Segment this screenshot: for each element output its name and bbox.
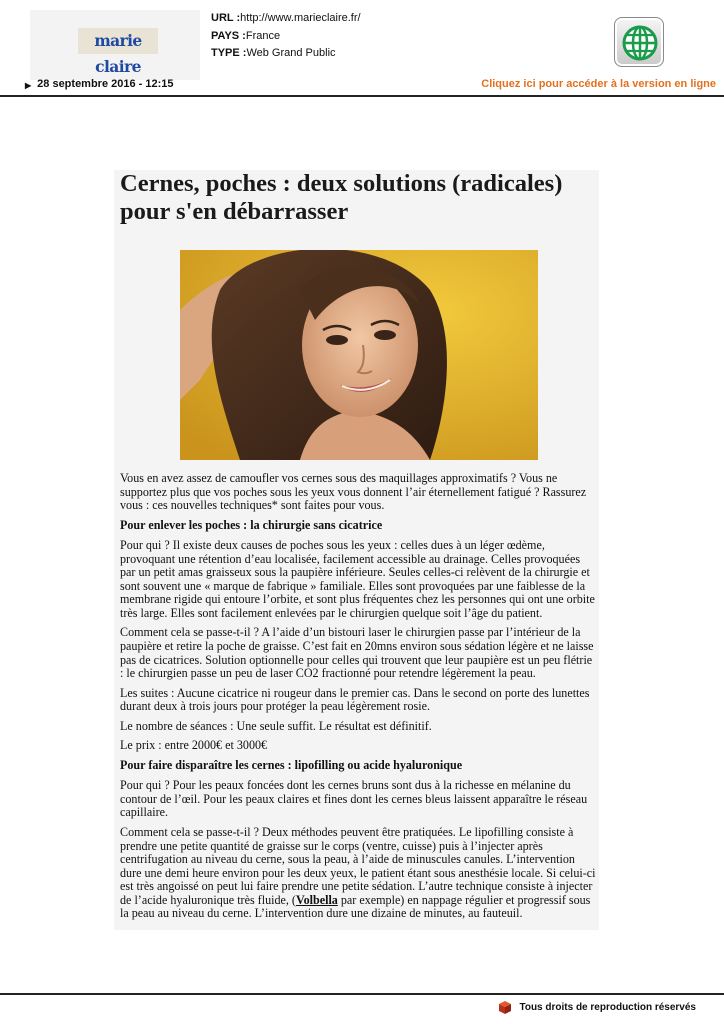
meta-url: [211, 12, 361, 24]
publication-date: [25, 78, 174, 90]
cube-icon: [499, 1001, 511, 1014]
article-intro: Vous en avez assez de camoufler vos cernes sous des maquillages approximatifs ? Vous ne supportez plus que vos poches sous les yeux vous donnent l’air éternellement fatigué ? Rassurez vous : ces nouvelles techniques* sont faites pour vous.: [120, 471, 587, 513]
article-body: [120, 472, 596, 927]
copyright-notice: Tous droits de reproduction réservés: [519, 1002, 696, 1013]
paragraph-comment-cernes: [120, 826, 596, 921]
paragraph-comment-poches: Comment cela se passe-t-il ? A l’aide d’un bistouri laser le chirurgien passe par l’intérieur de la paupière et retire la poche de graisse. C’est fait en 20mns environ sous sédation légère et ne laisse pas de cicatrices. Solution optionnelle pour celles qui trouvent que leur paupière est un peu flétrie : le chirurgien passe un peu de laser CO2 fractionné pour retendre légèrement la peau.: [120, 625, 594, 681]
meta-type: [211, 47, 336, 59]
online-version-button[interactable]: [614, 17, 664, 67]
article-panel: [114, 170, 599, 930]
meta-url-value[interactable]: http://www.marieclaire.fr/: [240, 12, 361, 24]
meta-pays: [211, 30, 280, 42]
play-arrow-icon: ▶: [25, 81, 32, 90]
date-text: 28 septembre 2016 - 12:15: [37, 78, 174, 90]
woman-portrait-image: [180, 250, 538, 460]
globe-icon: [621, 24, 659, 62]
paragraph-comment-cernes-start: Comment cela se passe-t-il ? Deux méthodes peuvent être pratiquées. Le lipofilling consiste à prendre une petite quantité de graisse sur le corps (ventre, cuisse) puis à l’injecter après centrifugation au niveau du cerne, sous la peau, à l’aide de minuscules canules. L’intervention dure une demi heure environ pour les deux yeux, le patient étant sous anesthésie locale. Si celui-ci est très angoissé on peut lui faire prendre une petite sédation. L’autre technique consiste à injecter de l’acide hyaluronique très fluide, (: [120, 825, 596, 907]
meta-pays-label: PAYS :: [211, 30, 246, 42]
paragraph-pour-qui-poches: Pour qui ? Il existe deux causes de poches sous les yeux : celles dues à un léger œdème, provoquant une rétention d’eau localisée, facilement accessible au drainage. Celles provoquées par un petit amas graisseux sous la paupière inférieure. Seules celles-ci relèvent de la chirurgie et sont souvent une « marque de fabrique » familiale. Elles sont provoquées par une faiblesse de la membrane rigide qui entoure l’orbite, et sont plus fréquentes chez les personnes qui ont une orbite très large. Elles sont facilement enlevées par le chirurgien quelque soit l’âge du patient.: [120, 538, 595, 620]
paragraph-suites: Les suites : Aucune cicatrice ni rougeur dans le premier cas. Dans le second on porte des lunettes durant deux à trois jours pour protéger la peau légèrement rosie.: [120, 685, 590, 714]
marie-claire-logo: marie claire: [78, 28, 158, 54]
article-photo: [180, 250, 538, 460]
footer-divider: [0, 993, 724, 995]
article-title: Cernes, poches : deux solutions (radicales) pour s'en débarrasser: [120, 170, 563, 225]
meta-pays-value: France: [245, 30, 281, 42]
paragraph-seances: Le nombre de séances : Une seule suffit. Le résultat est définitif.: [120, 718, 432, 733]
paragraph-pour-qui-cernes: Pour qui ? Pour les peaux foncées dont les cernes bruns sont dus à la richesse en mélanine du contour de l’œil. Pour les peaux claires et fines dont les cernes bleus laissent apparaître le réseau capillaire.: [120, 778, 588, 820]
online-version-link[interactable]: Cliquez ici pour accéder à la version en ligne: [481, 78, 716, 90]
section-heading-poches: Pour enlever les poches : la chirurgie sans cicatrice: [120, 517, 383, 532]
volbella-link[interactable]: Volbella: [295, 892, 338, 907]
header-divider: [0, 95, 724, 97]
meta-type-value: Web Grand Public: [246, 47, 336, 59]
section-heading-cernes: Pour faire disparaître les cernes : lipofilling ou acide hyaluronique: [120, 757, 463, 772]
paragraph-comment-cernes-end: par exemple) en nappage régulier et progressif sous la peau au niveau du cerne. L’intervention dure une dizaine de minutes, au fauteuil.: [120, 892, 591, 921]
meta-url-label: URL :: [211, 12, 241, 24]
paragraph-prix: Le prix : entre 2000€ et 3000€: [120, 738, 268, 753]
meta-type-label: TYPE :: [211, 47, 247, 59]
